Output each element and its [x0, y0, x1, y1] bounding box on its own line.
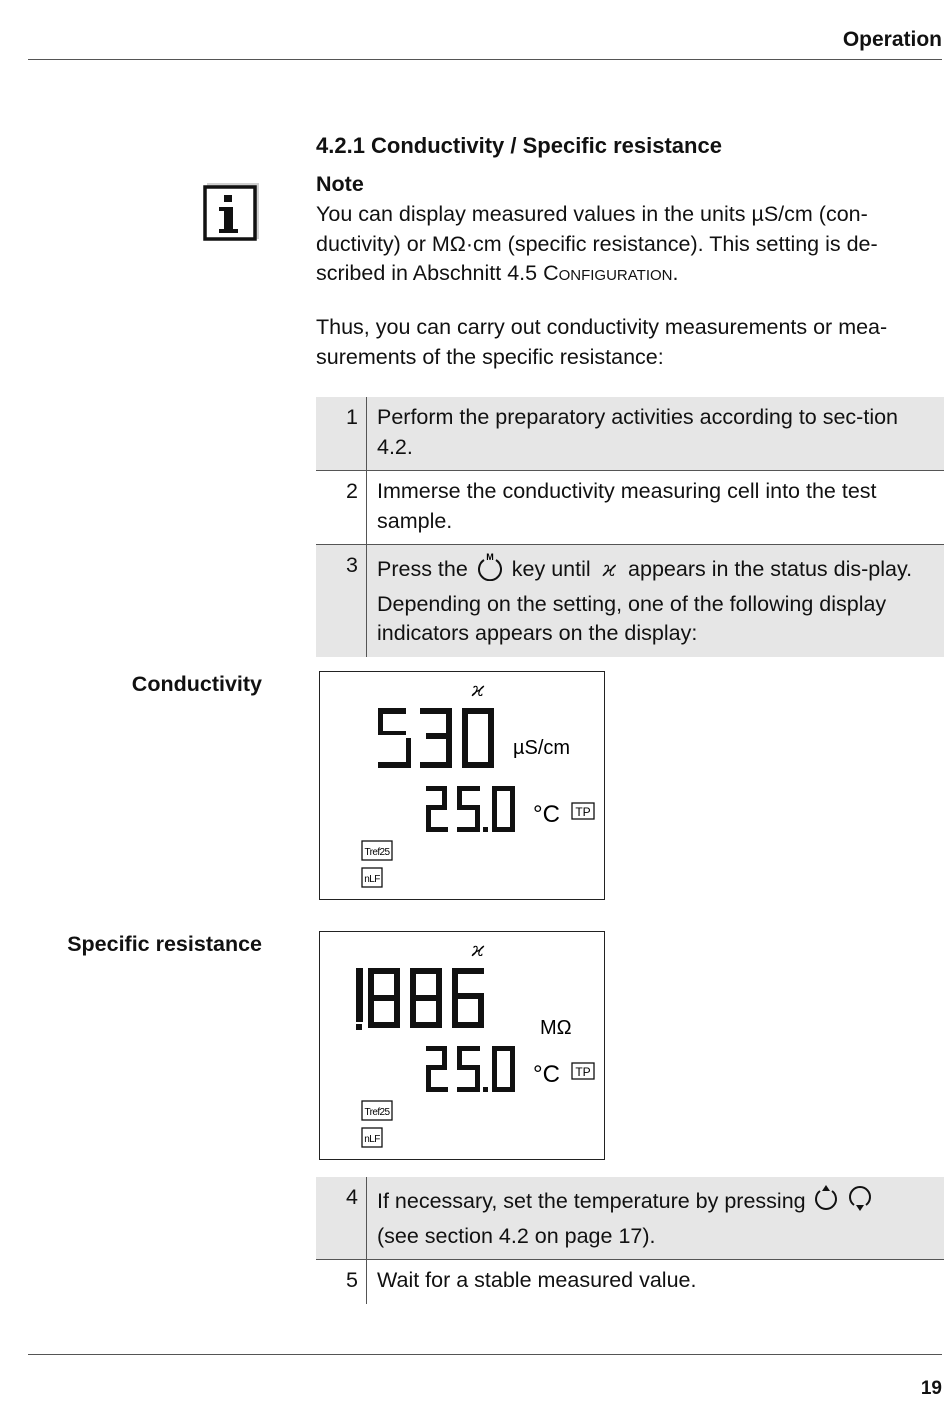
- footer-rule: [28, 1354, 942, 1355]
- temperature-value: [426, 786, 515, 833]
- tref25-badge: Tref25: [364, 1107, 390, 1118]
- steps-table-1: [316, 397, 944, 657]
- step-text: Immerse the conductivity measuring cell into the test sample.: [367, 471, 945, 545]
- nlf-badge: nLF: [364, 874, 380, 885]
- svg-text:25.0: 25.0: [426, 1092, 428, 1093]
- conductivity-unit: µS/cm: [513, 737, 571, 759]
- step-number: 4: [316, 1177, 367, 1260]
- step-text: Wait for a stable measured value.: [367, 1260, 945, 1304]
- step-row-1: [316, 397, 944, 471]
- header-rule: [28, 59, 942, 60]
- step-number: 2: [316, 471, 367, 545]
- resistance-unit: MΩ: [540, 1017, 572, 1039]
- step-text: If necessary, set the temperature by pressing (see section 4.2 on page 17).: [367, 1177, 945, 1260]
- kappa-icon: ϰ: [602, 557, 617, 582]
- celsius-unit: °C: [533, 1061, 560, 1088]
- tp-badge: TP: [575, 805, 591, 819]
- step-number: 5: [316, 1260, 367, 1304]
- intro-text: Thus, you can carry out conductivity measurements or mea-surements of the specific resistance:: [316, 315, 888, 369]
- nlf-badge: nLF: [364, 1134, 380, 1145]
- step-text: Press the M key until ϰ appears in the status dis-play. Depending on the setting, one of the following display indicators appears on the display:: [367, 545, 945, 657]
- svg-text:M: M: [486, 552, 494, 562]
- step-row-2: [316, 471, 944, 545]
- page-number: 19: [920, 1378, 942, 1399]
- temperature-value: [426, 1046, 515, 1093]
- step-row-5: [316, 1260, 944, 1304]
- main-value: [356, 968, 484, 1030]
- conductivity-label: Conductivity: [131, 672, 262, 696]
- configuration-reference[interactable]: Configuration: [543, 261, 673, 285]
- up-arrow-key-icon: [812, 1183, 840, 1222]
- step-row-3: [316, 545, 944, 657]
- tref25-badge: Tref25: [364, 847, 390, 858]
- m-key-icon: [474, 551, 506, 590]
- specific-resistance-display: [319, 931, 605, 1160]
- step-number: 3: [316, 545, 367, 657]
- celsius-unit: °C: [533, 801, 560, 828]
- svg-text:25.0: 25.0: [426, 832, 428, 833]
- tp-badge: TP: [575, 1065, 591, 1079]
- down-arrow-key-icon: [846, 1183, 874, 1222]
- section-title: 4.2.1 Conductivity / Specific resistance: [316, 133, 722, 158]
- step-number: 1: [316, 397, 367, 471]
- kappa-status-icon: ϰ: [471, 937, 485, 961]
- steps-table-2: [316, 1177, 944, 1304]
- page-header-title: Operation: [842, 28, 942, 51]
- step-text: Perform the preparatory activities according to sec-tion 4.2.: [367, 397, 945, 471]
- conductivity-display: [319, 671, 605, 900]
- info-icon: [203, 183, 259, 241]
- kappa-status-icon: ϰ: [471, 677, 485, 701]
- svg-text:530: 530: [378, 768, 380, 769]
- specific-resistance-label: Specific resistance: [67, 932, 262, 956]
- note-text: You can display measured values in the units µS/cm (con-ductivity) or MΩ·cm (specific resistance). This setting is de-scribed in Abschnitt 4.5 Configuration.: [316, 202, 878, 285]
- note-heading: Note: [316, 172, 364, 196]
- main-value: [378, 708, 494, 769]
- step-row-4: [316, 1177, 944, 1260]
